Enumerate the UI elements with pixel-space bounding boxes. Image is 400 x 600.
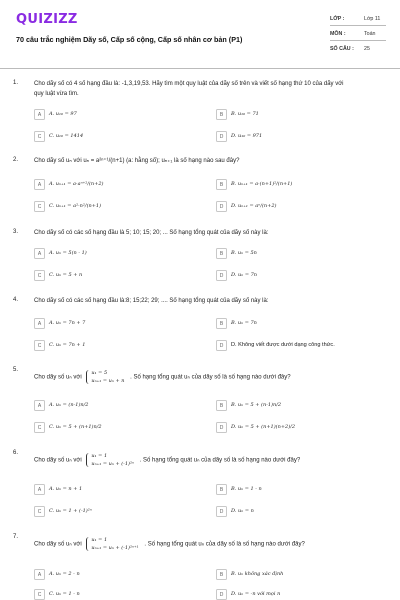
question-text-line-2: quy luật vừa tìm. — [34, 90, 79, 97]
option-letter-box[interactable]: B — [216, 179, 227, 190]
recurrence-system — [91, 369, 124, 385]
question-number: 6. — [13, 450, 19, 456]
option-letter-box[interactable]: D — [216, 506, 227, 517]
recurrence-rule: uₙ₊₁ = uₙ + (-1)²ⁿ⁺¹ — [91, 545, 139, 551]
question-text — [34, 452, 390, 468]
question-tail: . Số hạng tổng quát uₙ của dãy số là số hạng nào dưới đây? — [139, 457, 301, 464]
meta-divider — [330, 25, 386, 26]
option-letter-box[interactable]: D — [216, 422, 227, 433]
recurrence-initial: u₁ = 1 — [91, 537, 108, 543]
option-letter-box[interactable]: A — [34, 400, 45, 411]
recurrence-system — [91, 452, 134, 468]
option-text: A. uₙ = (n-1)n/2 — [49, 402, 89, 408]
option-text: C. uₙ = 5 + n — [49, 272, 83, 278]
option-letter-box[interactable]: A — [34, 179, 45, 190]
question-number: 3. — [13, 229, 19, 235]
question-tail: . Số hạng tổng quát uₙ của dãy số là số hạng nào dưới đây? — [144, 541, 305, 548]
question-text-line-1: Cho dãy số có 4 số hạng đầu là: -1,3,19,53. Hãy tìm một quy luật của dãy số trên và viết số hạng thứ 10 của dãy với — [34, 81, 344, 87]
option-letter-box[interactable]: C — [34, 340, 45, 351]
option-letter-box[interactable]: B — [216, 400, 227, 411]
option-text: A. uₙ = n + 1 — [49, 486, 83, 492]
question-number: 2. — [13, 157, 19, 163]
question-number: 1. — [13, 80, 19, 86]
meta-count-value: 25 — [364, 46, 370, 52]
option-text: C. uₙ₊₁ = a²·n²/(n+1) — [49, 203, 102, 209]
recurrence-system — [91, 536, 138, 552]
option-text: D. uₙ₊₁ = aⁿ/(n+2) — [231, 203, 277, 209]
option-letter-box[interactable]: A — [34, 569, 45, 580]
recurrence-initial: u₁ = 5 — [91, 370, 108, 376]
question-text: Cho dãy số có các số hạng đầu là 5; 10; 15; 20; ... Số hạng tổng quát của dãy số này là: — [34, 230, 269, 236]
question-number: 5. — [13, 367, 19, 373]
option-letter-box[interactable]: D — [216, 270, 227, 281]
question-lead: Cho dãy số uₙ với — [34, 374, 82, 381]
recurrence-rule: uₙ₊₁ = uₙ + (-1)²ⁿ — [91, 461, 135, 467]
option-letter-box[interactable]: B — [216, 569, 227, 580]
meta-grade-key: LỚP : — [330, 16, 345, 22]
recurrence-rule: uₙ₊₁ = uₙ + n — [91, 378, 125, 384]
option-text: D. uₙ = -n với mọi n — [231, 591, 281, 597]
option-letter-box[interactable]: A — [34, 318, 45, 329]
option-letter-box[interactable]: B — [216, 484, 227, 495]
option-text: C. uₙ = 1 + (-1)²ⁿ — [49, 508, 92, 514]
option-letter-box[interactable]: D — [216, 340, 227, 351]
meta-divider — [330, 40, 386, 41]
meta-subject-value: Toán — [364, 31, 376, 37]
question-number: 4. — [13, 297, 19, 303]
option-letter-box[interactable]: D — [216, 201, 227, 212]
option-letter-box[interactable]: B — [216, 318, 227, 329]
option-letter-box[interactable]: A — [34, 248, 45, 259]
question-tail: . Số hạng tổng quát uₙ của dãy số là số hạng nào dưới đây? — [130, 374, 291, 381]
option-text: B. uₙ = 5 + (n-1)n/2 — [231, 402, 282, 408]
question-text: Cho dãy số uₙ với uₙ = a²ⁿ⁺¹/(n+1) (a: hằng số); uₙ₊₁ là số hạng nào sau đây? — [34, 158, 240, 164]
option-letter-box[interactable]: A — [34, 484, 45, 495]
question-number: 7. — [13, 534, 19, 540]
option-letter-box[interactable]: C — [34, 131, 45, 142]
option-text: C. uₙ = 1 - n — [49, 591, 80, 597]
option-text: A. uₙ = 7n + 7 — [49, 320, 86, 326]
option-text: A. uₙ = 5(n - 1) — [49, 250, 87, 256]
option-text: D. uₙ = n — [231, 508, 254, 514]
option-text: B. uₙ₊₁ = a·(n+1)²/(n+1) — [231, 181, 293, 187]
option-letter-box[interactable]: D — [216, 589, 227, 600]
option-text: A. u₁₀ = 97 — [49, 111, 77, 117]
option-letter-box[interactable]: C — [34, 589, 45, 600]
option-text: D. Không viết được dưới dạng công thức. — [231, 342, 335, 348]
option-letter-box[interactable]: C — [34, 270, 45, 281]
option-letter-box[interactable]: C — [34, 422, 45, 433]
question-text — [34, 536, 390, 552]
option-text: A. uₙ = 2 - n — [49, 571, 80, 577]
option-letter-box[interactable]: B — [216, 248, 227, 259]
option-text: B. uₙ không xác định — [231, 571, 284, 577]
option-text: B. u₁₀ = 71 — [231, 111, 259, 117]
option-text: D. u₁₀ = 971 — [231, 133, 263, 139]
meta-count-key: SỐ CÂU : — [330, 46, 354, 52]
option-text: B. uₙ = 1 - n — [231, 486, 262, 492]
question-text — [34, 369, 390, 385]
worksheet-title: 70 câu trắc nghiệm Dãy số, Cấp số cộng, Cấp số nhân cơ bản (P1) — [16, 35, 243, 44]
option-text: C. uₙ = 5 + (n+1)n/2 — [49, 424, 102, 430]
option-text: B. uₙ = 5n — [231, 250, 257, 256]
question-text — [34, 80, 390, 99]
option-letter-box[interactable]: D — [216, 131, 227, 142]
option-text: A. uₙ₊₁ = a·aⁿ⁺²/(n+2) — [49, 181, 104, 187]
recurrence-initial: u₁ = 1 — [91, 453, 108, 459]
option-text: C. u₁₀ = 1414 — [49, 133, 84, 139]
option-text: B. uₙ = 7n — [231, 320, 257, 326]
option-letter-box[interactable]: B — [216, 109, 227, 120]
option-text: C. uₙ = 7n + 1 — [49, 342, 86, 348]
question-lead: Cho dãy số uₙ với — [34, 541, 82, 548]
worksheet-header — [0, 0, 400, 68]
option-text: D. uₙ = 5 + (n+1)(n+2)/2 — [231, 424, 296, 430]
question-lead: Cho dãy số uₙ với — [34, 457, 82, 464]
quizizz-logo: QUIZIZZ — [16, 12, 78, 27]
option-letter-box[interactable]: C — [34, 201, 45, 212]
option-letter-box[interactable]: C — [34, 506, 45, 517]
meta-subject-key: MÔN : — [330, 31, 346, 37]
meta-grade-value: Lớp 11 — [364, 16, 381, 22]
option-text: D. uₙ = 7n — [231, 272, 258, 278]
header-divider — [0, 68, 400, 69]
question-text: Cho dãy số có các số hạng đầu là:8; 15;22; 29; .... Số hạng tổng quát của dãy số này là: — [34, 298, 269, 304]
option-letter-box[interactable]: A — [34, 109, 45, 120]
